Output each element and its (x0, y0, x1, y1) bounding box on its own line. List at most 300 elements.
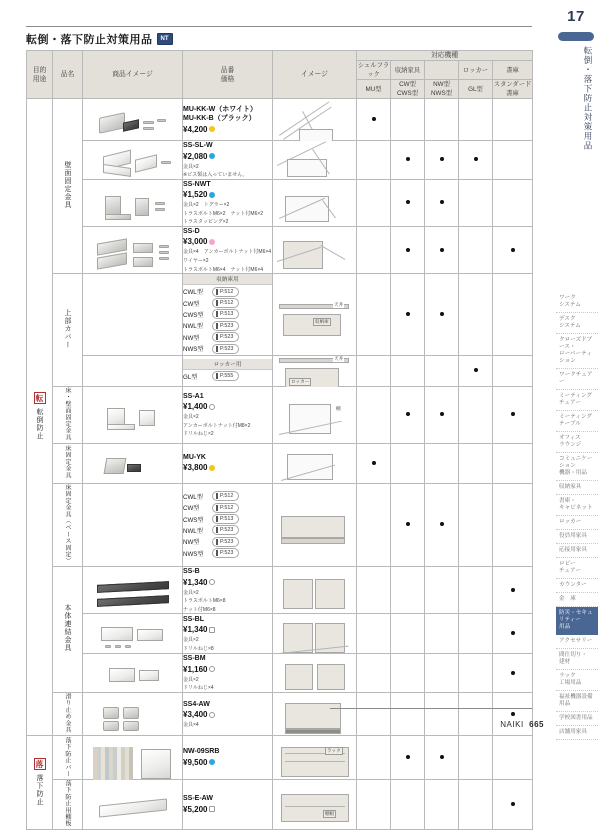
chip-bar-icon (216, 505, 218, 511)
model-code: CWS型 (183, 516, 204, 524)
product-spec: ワイヤー×2 (183, 258, 209, 265)
part-shape (123, 721, 139, 731)
compat-mark-cell (391, 780, 425, 830)
product-price (183, 236, 272, 247)
usage-image-cell (273, 654, 357, 693)
rail-index-label: 防災・セキュリティー (559, 610, 593, 623)
code-price-cell (183, 614, 273, 654)
compat-mark-cell (493, 226, 533, 273)
price-marker (209, 239, 215, 245)
product-image-cell (83, 692, 183, 735)
rail-index-label: カウンター (559, 582, 587, 588)
part-shape (107, 424, 135, 430)
rail-index-item[interactable] (556, 313, 598, 334)
part-shape (103, 721, 119, 731)
page-number-text: P.523 (220, 550, 234, 557)
compat-mark-cell (391, 99, 425, 141)
compat-mark-cell (493, 736, 533, 780)
part-shape (139, 670, 159, 681)
code-price-cell (183, 443, 273, 483)
price-marker (209, 192, 215, 198)
compat-mark-cell (493, 386, 533, 443)
compat-dot (440, 522, 444, 526)
rail-index-item[interactable] (556, 481, 598, 495)
product-spec: 金具×2 (183, 637, 199, 644)
model-page-row (183, 321, 272, 331)
rail-index-label: ワーク (559, 295, 576, 301)
compat-mark-cell (459, 141, 493, 180)
product-image-cell (83, 443, 183, 483)
rail-index-item[interactable] (556, 558, 598, 579)
group-cell (53, 780, 83, 830)
compat-mark-cell (493, 654, 533, 693)
model-code: NWL型 (183, 323, 203, 331)
rail-index-label: ラウンジ (559, 442, 582, 448)
part-shape (105, 645, 111, 648)
code-price-cell (183, 179, 273, 226)
product-photo (83, 658, 182, 688)
usage-illustration (273, 300, 356, 330)
page-reference[interactable] (212, 525, 239, 535)
page-number-text: P.523 (220, 345, 234, 352)
table-row (27, 141, 533, 180)
part-shape (139, 410, 155, 426)
rail-index-label: コミュニケーション (559, 456, 593, 469)
page-reference[interactable] (212, 537, 239, 547)
table-row (27, 355, 533, 386)
illustration-label: ロッカー (291, 378, 310, 384)
compat-mark-cell (493, 614, 533, 654)
usage-image-cell (273, 483, 357, 566)
compat-mark-cell (425, 274, 459, 356)
code-price-cell (183, 736, 273, 780)
category-badge: 転 (35, 394, 44, 404)
compat-mark-cell (459, 443, 493, 483)
footer-brand: NAIKI (500, 720, 524, 729)
price-marker (209, 465, 215, 471)
th-product-image: 商品イメージ (83, 51, 183, 99)
product-spec: ※ビス類は入っていません。 (183, 172, 248, 179)
page-number-text: P.512 (220, 504, 234, 511)
rail-index-item[interactable] (556, 369, 598, 390)
rail-index-item[interactable] (556, 530, 598, 544)
product-code: NW-09SRB (183, 748, 220, 756)
rail-index-item[interactable] (556, 691, 598, 712)
compat-mark-cell (425, 355, 459, 386)
th-compat-group-0: シェルフラック (357, 62, 390, 78)
furniture-shape (281, 794, 349, 822)
page-reference[interactable] (212, 287, 239, 297)
chip-bar-icon (216, 550, 218, 556)
price-marker (209, 666, 215, 672)
compat-mark-cell (425, 386, 459, 443)
model-code: NWL型 (183, 527, 203, 535)
product-spec: ドリルねじ×2 (183, 431, 214, 438)
table-row (27, 386, 533, 443)
product-price (183, 462, 272, 473)
compat-dot (511, 248, 515, 252)
compat-mark-cell (357, 99, 391, 141)
model-page-row (183, 332, 272, 342)
th-compat-group-2 (425, 61, 459, 80)
furniture-shape (285, 729, 341, 734)
category-cell (27, 99, 53, 736)
compat-dot (406, 157, 410, 161)
compat-dot (511, 802, 515, 806)
part-shape (103, 707, 119, 719)
product-price (183, 124, 272, 135)
compat-mark-cell (391, 483, 425, 566)
product-price (183, 151, 272, 162)
compat-mark-cell (425, 483, 459, 566)
compat-dot (440, 312, 444, 316)
heading-rule (26, 26, 532, 27)
rail-index-item[interactable] (556, 649, 598, 670)
category-label: 転倒防止 (36, 408, 43, 441)
price-marker (209, 806, 215, 812)
category-label: 落下防止 (36, 773, 43, 806)
rail-index-item[interactable] (556, 334, 598, 369)
part-shape (105, 214, 131, 220)
compat-mark-cell (357, 483, 391, 566)
th-compat-group-1: 収納家具 (391, 61, 425, 80)
usage-image-cell (273, 567, 357, 614)
rail-index-item[interactable] (556, 607, 598, 635)
compat-dot (511, 631, 515, 635)
table-row (27, 614, 533, 654)
product-image-cell (83, 226, 183, 273)
compat-mark-cell (493, 692, 533, 735)
product-image-cell (83, 567, 183, 614)
code-price-cell (183, 386, 273, 443)
page-rail (552, 0, 600, 743)
rail-index-label: ミーティング (559, 393, 593, 399)
rail-index-item[interactable] (556, 453, 598, 481)
compat-dot (440, 755, 444, 759)
page-reference[interactable] (212, 371, 239, 381)
compat-mark-cell (357, 274, 391, 356)
part-shape (143, 127, 154, 130)
product-image-cell (83, 99, 183, 141)
compat-mark-cell (357, 179, 391, 226)
furniture-shape (283, 623, 313, 653)
part-shape (127, 464, 141, 472)
part-shape (99, 798, 167, 817)
chip-bar-icon (216, 334, 218, 340)
rail-index-label: 役員用家具 (559, 533, 587, 539)
compat-mark-cell (459, 567, 493, 614)
furniture-shape (315, 579, 345, 609)
table-body (27, 99, 533, 830)
chip-bar-icon (216, 289, 218, 295)
usage-illustration (273, 145, 356, 175)
rail-index-label: チェアー (559, 400, 582, 406)
chip-bar-icon (216, 323, 218, 329)
compat-mark-cell (357, 692, 391, 735)
th-image: イメージ (273, 51, 357, 99)
product-spec: 金具×2 (183, 589, 199, 596)
rail-index-label: 工場用品 (559, 680, 582, 686)
code-price-cell (183, 567, 273, 614)
rail-index-item[interactable] (556, 712, 598, 726)
rail-index-item[interactable] (556, 726, 598, 740)
product-photo (83, 300, 182, 330)
page-reference[interactable] (212, 344, 239, 354)
part-shape (133, 243, 153, 253)
th-name: 品名 (53, 51, 83, 99)
model-code: GL型 (183, 373, 198, 381)
compat-dot (511, 588, 515, 592)
furniture-shape (283, 241, 323, 269)
usage-illustration (273, 356, 356, 386)
page-reference[interactable] (212, 548, 239, 558)
compat-mark-cell (493, 780, 533, 830)
rail-index-item[interactable] (556, 593, 598, 607)
group-cell (53, 443, 83, 483)
product-photo (83, 188, 182, 218)
part-shape (123, 119, 139, 131)
compat-mark-cell (493, 141, 533, 180)
product-code: SS-B (183, 568, 200, 575)
compat-dot (440, 157, 444, 161)
rail-index-item[interactable] (556, 390, 598, 411)
group-cell (53, 386, 83, 443)
product-spec: 金具×4 (183, 722, 199, 729)
product-code: MU-YK (183, 453, 206, 461)
price-text: ¥1,400 (183, 402, 208, 412)
product-price (183, 577, 272, 588)
th-compat-model-0: MU型 (357, 80, 391, 99)
rail-index-label: 金 庫 (559, 596, 576, 602)
compat-dot (440, 248, 444, 252)
rail-index-item[interactable] (556, 670, 598, 691)
usage-image-cell (273, 141, 357, 180)
furniture-shape (281, 516, 345, 538)
swatch (129, 747, 133, 781)
usage-image-cell (273, 226, 357, 273)
product-code: MU-KK-B（ブラック） (183, 115, 256, 122)
compat-mark-cell (425, 179, 459, 226)
footer-page: 665 (529, 720, 544, 729)
group-label: 落下防止用棚板 (64, 780, 71, 828)
product-code: SS-A1 (183, 392, 204, 400)
rail-index-label: ロッカー (559, 519, 582, 525)
compat-mark-cell (391, 654, 425, 693)
part-shape (159, 257, 169, 260)
model-code: CWL型 (183, 289, 203, 297)
price-marker (209, 126, 215, 132)
rail-index-label: チェアー (559, 568, 582, 574)
price-marker (209, 712, 215, 718)
usage-illustration (273, 743, 356, 773)
compat-mark-cell (425, 780, 459, 830)
part-shape (101, 627, 133, 641)
table-row (27, 443, 533, 483)
rail-index-item[interactable] (556, 292, 598, 313)
compat-dot (440, 200, 444, 204)
code-price-cell (183, 692, 273, 735)
group-label: 床固定金具（ベース固定） (64, 483, 71, 564)
table-row (27, 692, 533, 735)
compat-mark-cell (391, 274, 425, 356)
compat-mark-cell (425, 736, 459, 780)
compat-dot (372, 461, 376, 465)
usage-illustration (273, 400, 356, 430)
product-spec: トラスボルトM6×2 ナット付M6×2 (183, 210, 264, 217)
price-marker (209, 579, 215, 585)
product-spec: 金具×2 (183, 414, 199, 421)
furniture-shape (285, 703, 341, 729)
compat-mark-cell (391, 226, 425, 273)
part-shape (99, 112, 125, 134)
sub-header: 収納庫用 (183, 274, 272, 285)
page-reference[interactable] (212, 514, 239, 524)
rail-index-label: 用品 (559, 624, 571, 630)
table-row (27, 780, 533, 830)
usage-illustration (273, 619, 356, 649)
compat-mark-cell (459, 654, 493, 693)
furniture-shape (317, 664, 345, 690)
illustration-label: 天井 (334, 355, 344, 361)
rail-index-label: 店舗用家具 (559, 729, 587, 735)
rail-index-item[interactable] (556, 495, 598, 516)
product-photo (83, 105, 182, 135)
product-image-cell (83, 614, 183, 654)
page-reference[interactable] (212, 298, 239, 308)
compat-mark-cell (425, 654, 459, 693)
model-page-row (183, 514, 272, 524)
th-purpose: 目的 用途 (27, 51, 53, 99)
compat-mark-cell (459, 692, 493, 735)
th-compat-model-3: GL型 (459, 80, 493, 99)
price-text: ¥4,200 (183, 124, 208, 134)
product-photo (83, 356, 182, 386)
part-shape (159, 251, 169, 254)
rail-index-label: ローパーティション (559, 351, 592, 364)
compat-mark-cell (459, 614, 493, 654)
page-title (26, 31, 173, 47)
group-label: 上部カバー (64, 309, 71, 350)
illustration-label: ラック (327, 747, 341, 753)
rail-index-item[interactable] (556, 635, 598, 649)
part-shape (125, 645, 131, 648)
rail-index-item[interactable] (556, 432, 598, 453)
table-row (27, 654, 533, 693)
model-page-row (183, 371, 272, 381)
usage-illustration (273, 188, 356, 218)
product-price (183, 709, 272, 720)
page-reference[interactable] (212, 321, 239, 331)
product-price (183, 757, 272, 768)
sub-header: ロッカー用 (183, 359, 272, 370)
product-spec: 金具×2 (183, 676, 199, 683)
group-cell (53, 736, 83, 780)
usage-illustration (273, 448, 356, 478)
usage-image-cell (273, 692, 357, 735)
compat-mark-cell (425, 99, 459, 141)
rail-index-item[interactable] (556, 544, 598, 558)
furniture-shape (283, 579, 313, 609)
product-spec: ドリルねじ×8 (183, 646, 214, 653)
chip-bar-icon (216, 373, 218, 379)
product-code: SS-BL (183, 615, 204, 623)
rail-index-label: 収納家具 (559, 484, 582, 490)
category-badge: 落 (35, 759, 44, 769)
category-index (556, 292, 598, 740)
product-spec: トラスボルトM6×8 (183, 598, 226, 605)
product-spec: 金具×4 アンカーボルトナット付M6×4 (183, 249, 272, 256)
compat-dot (406, 412, 410, 416)
usage-illustration (273, 235, 356, 265)
model-page-row (183, 525, 272, 535)
product-code: MU-KK-W（ホワイト） (183, 105, 258, 113)
part-shape (155, 202, 165, 205)
page-number-text: P.513 (220, 311, 234, 318)
model-code: NW型 (183, 334, 200, 342)
category-cell (27, 736, 53, 830)
compat-mark-cell (493, 443, 533, 483)
usage-image-cell (273, 274, 357, 356)
price-text: ¥9,500 (183, 757, 208, 767)
product-spec: 金具×2 (183, 163, 199, 170)
furniture-shape (281, 538, 345, 544)
chip-bar-icon (216, 527, 218, 533)
page-reference[interactable] (212, 309, 239, 319)
group-cell (53, 567, 83, 693)
page-reference[interactable] (212, 503, 239, 513)
code-price-cell (183, 780, 273, 830)
product-photo (83, 235, 182, 265)
product-code: SS-E-AW (183, 795, 213, 803)
product-image-cell (83, 141, 183, 180)
compat-dot (511, 412, 515, 416)
code-price-cell (183, 226, 273, 273)
price-marker (209, 627, 215, 633)
compat-mark-cell (425, 226, 459, 273)
product-image-cell (83, 654, 183, 693)
compat-dot (511, 671, 515, 675)
group-label: 本体連結金具 (64, 604, 71, 653)
compat-dot (406, 200, 410, 204)
part-shape (159, 245, 169, 248)
rail-index-item[interactable] (556, 516, 598, 530)
product-code: SS-NWT (183, 180, 211, 188)
page-number-text: P.512 (220, 493, 234, 500)
furniture-shape (285, 664, 313, 690)
guide-line (321, 245, 346, 260)
usage-image-cell (273, 99, 357, 141)
page-reference[interactable] (212, 491, 239, 501)
product-spec: トラスタッピング×2 (183, 219, 229, 226)
rail-index-label: 建材 (559, 659, 571, 665)
th-compat-model-4: スタンダード 書庫 (493, 81, 532, 97)
furniture-shape (289, 404, 331, 434)
usage-image-cell (273, 179, 357, 226)
price-marker (209, 759, 215, 765)
price-text: ¥1,160 (183, 664, 208, 674)
compat-mark-cell (357, 226, 391, 273)
rail-index-item[interactable] (556, 579, 598, 593)
model-code: NW型 (183, 539, 200, 547)
page-reference[interactable] (212, 332, 239, 342)
group-label: 床・壁面固定金具 (64, 386, 71, 441)
page-title-text: 転倒・落下防止対策用品 (26, 34, 153, 46)
guide-line (285, 761, 345, 762)
model-code: NWS型 (183, 346, 204, 354)
rail-index-item[interactable] (556, 411, 598, 432)
compat-dot (406, 755, 410, 759)
price-text: ¥5,200 (183, 804, 208, 814)
